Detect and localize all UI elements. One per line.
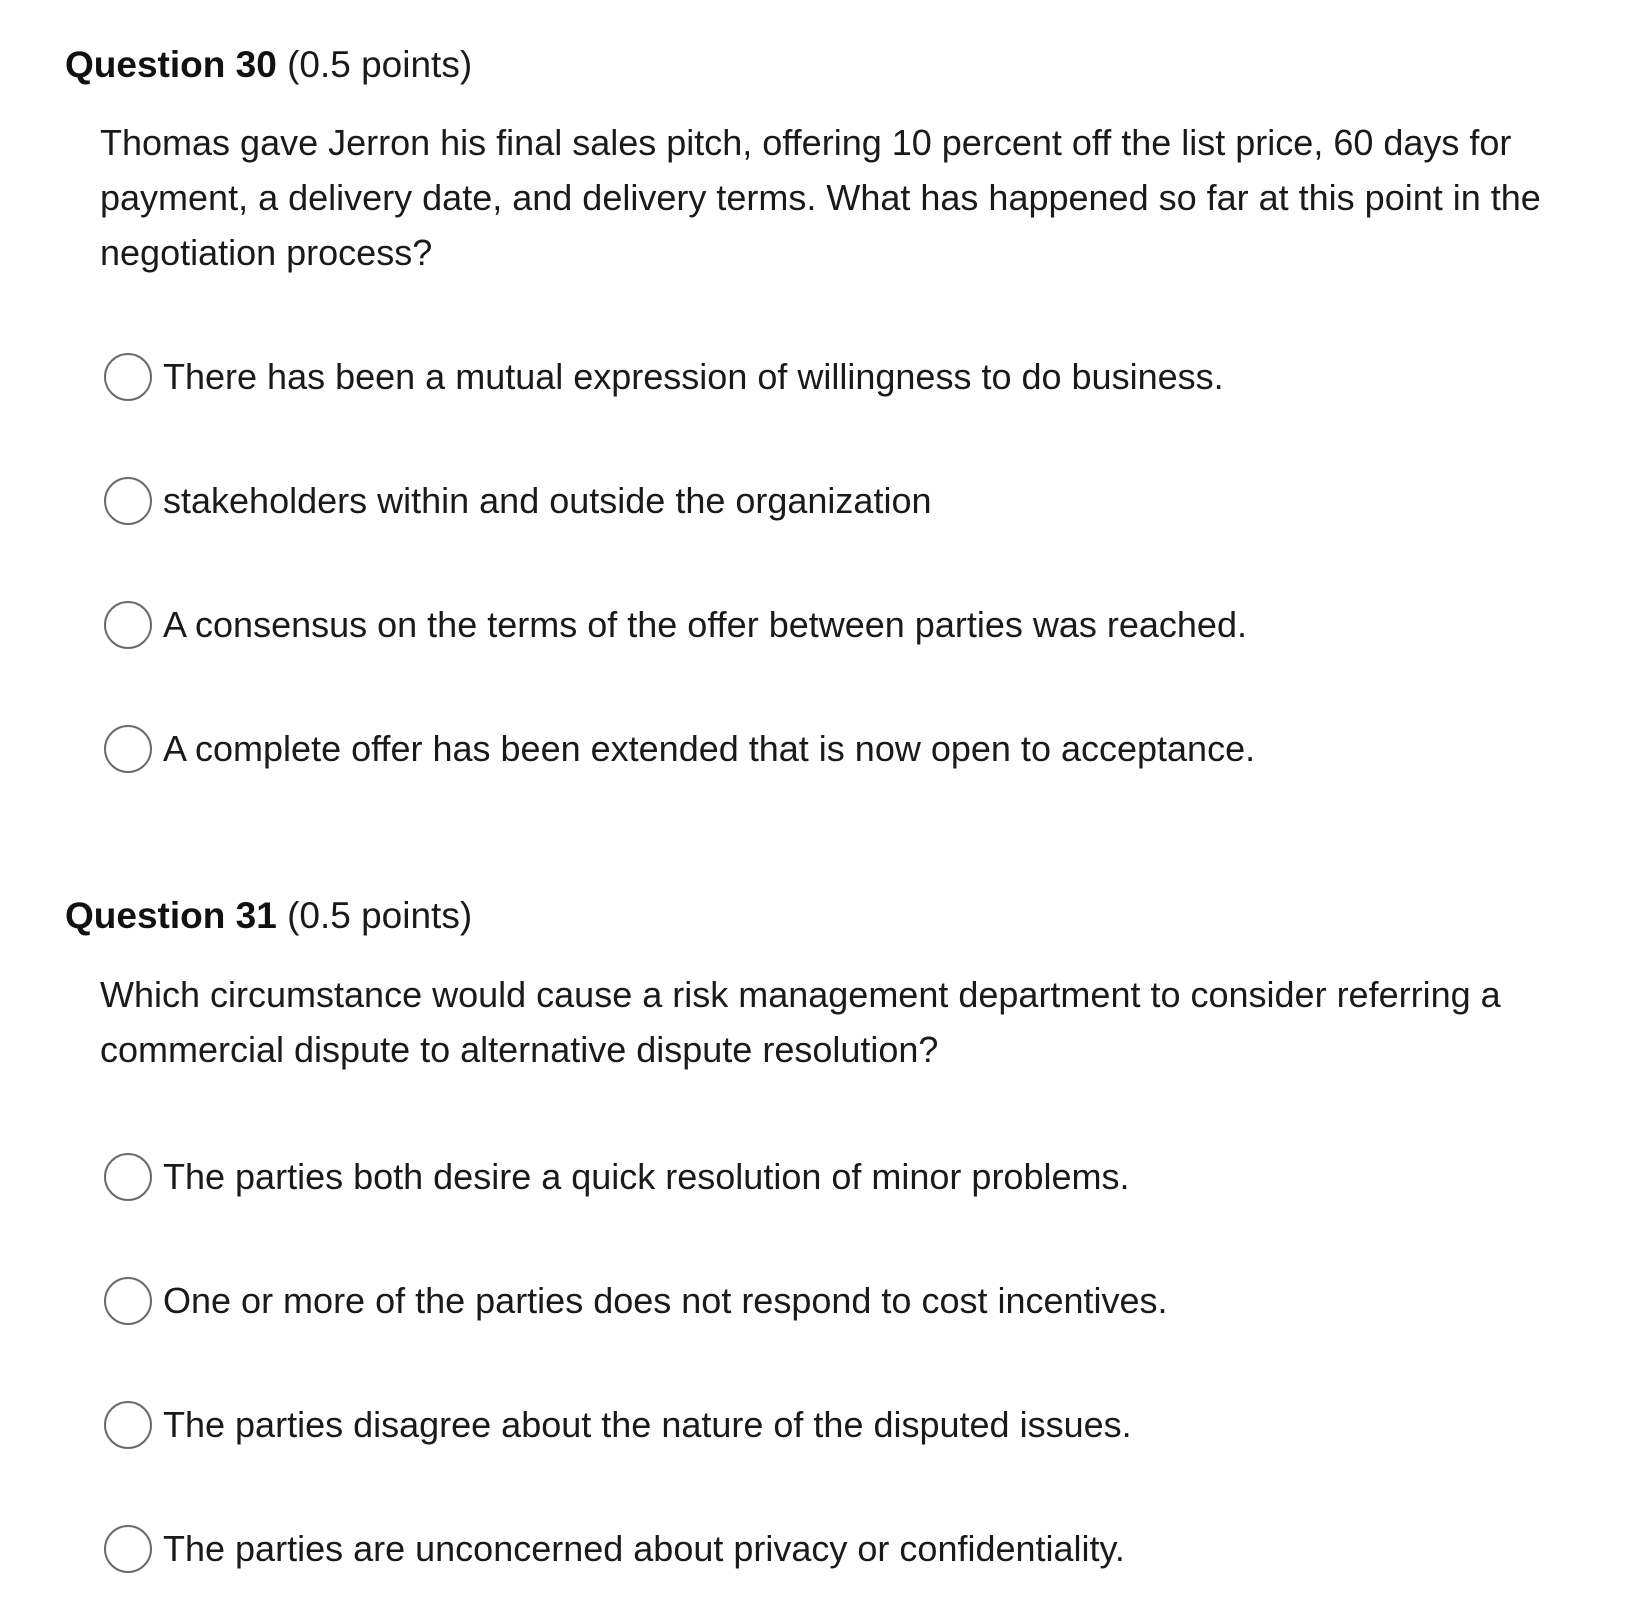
question-header [65,894,472,938]
answer-option[interactable] [104,476,932,526]
question-points: (0.5 points) [287,895,473,936]
option-label: The parties are unconcerned about privacy or confidentiality. [163,1528,1125,1569]
answer-option[interactable] [104,1152,1129,1202]
answer-option[interactable] [104,352,1224,402]
radio-button[interactable] [104,1525,152,1573]
question-title: Question 31 [65,895,277,936]
option-label: The parties disagree about the nature of the disputed issues. [163,1404,1132,1445]
question-header [65,43,472,87]
option-label: A consensus on the terms of the offer between parties was reached. [163,604,1247,645]
answer-option[interactable] [104,1524,1125,1574]
radio-button[interactable] [104,601,152,649]
option-label: The parties both desire a quick resolution of minor problems. [163,1156,1130,1197]
question-points: (0.5 points) [287,44,473,85]
radio-button[interactable] [104,1153,152,1201]
question-title: Question 30 [65,44,277,85]
radio-button[interactable] [104,1277,152,1325]
question-text: Which circumstance would cause a risk management department to consider referring a commercial dispute to alternative dispute resolution? [100,974,1501,1070]
radio-button[interactable] [104,477,152,525]
radio-button[interactable] [104,353,152,401]
answer-option[interactable] [104,1400,1132,1450]
answer-option[interactable] [104,600,1247,650]
question-text: Thomas gave Jerron his final sales pitch, offering 10 percent off the list price, 60 days for payment, a delivery date, and delivery terms. What has happened so far at this point in the negotiation process? [100,122,1541,273]
answer-option[interactable] [104,1276,1168,1326]
option-label: stakeholders within and outside the organization [163,480,932,521]
option-label: One or more of the parties does not respond to cost incentives. [163,1280,1168,1321]
radio-button[interactable] [104,725,152,773]
answer-option[interactable] [104,724,1255,774]
option-label: There has been a mutual expression of willingness to do business. [163,356,1224,397]
radio-button[interactable] [104,1401,152,1449]
option-label: A complete offer has been extended that is now open to acceptance. [163,728,1256,769]
